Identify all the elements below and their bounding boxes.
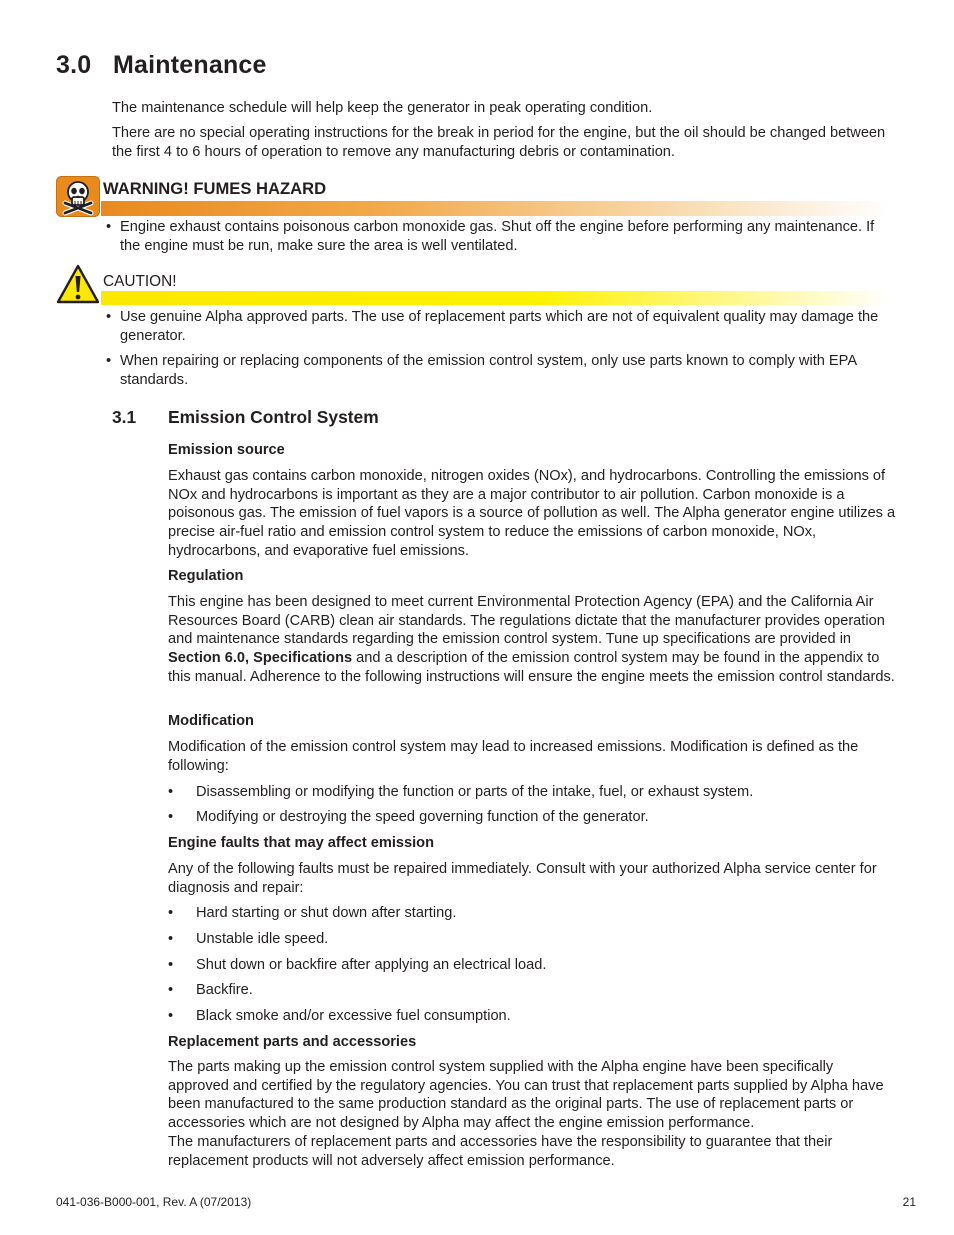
bullet-marker: • (168, 931, 174, 947)
regulation-body-text: This engine has been designed to meet current Environmental Protection Agency (EPA) and the California Air Resources Board (CARB) clean air standards. The regulations dictate that the manufacturer provides operation and maintenance standards regarding the emission control system. Tune up specifications are provided in (168, 594, 885, 648)
emission-source-heading: Emission source (168, 442, 285, 458)
specifications-reference: Section 6.0, Specifications (168, 650, 353, 667)
fault-bullet (168, 904, 898, 923)
replacement-body-2: The manufacturers of replacement parts and accessories have the responsibility to guarantee that their replacement products will not adversely affect emission performance. (168, 1134, 833, 1169)
emission-source-body: Exhaust gas contains carbon monoxide, nitrogen oxides (NOx), and hydrocarbons. Controlling the emissions of NOx and hydrocarbons is important as they are a major contributor to air pollution. Carbon monoxide is a poisonous gas. The emission of fuel vapors is a source of pollution as well. The Alpha generator engine utilizes a precise air-fuel ratio and emission control system to reduce the emissions of carbon monoxide, NOx, hydrocarbons, and evaporative fuel emissions. (168, 468, 896, 559)
caution-heading: CAUTION! (103, 273, 177, 290)
footer-doc-id: 041-036-B000-001, Rev. A (07/2013) (56, 1195, 252, 1209)
caution-bullet-text: Use genuine Alpha approved parts. The use of replacement parts which are not of equivalent quality may damage the generator. (120, 309, 879, 344)
bullet-marker: • (168, 1008, 174, 1024)
regulation-heading: Regulation (168, 568, 244, 584)
caution-bullet (104, 352, 894, 389)
subsection-title: Emission Control System (168, 407, 379, 427)
fault-bullet (168, 981, 898, 1000)
bullet-marker: • (168, 982, 174, 998)
faults-heading: Engine faults that may affect emission (168, 835, 434, 851)
page-number: 21 (902, 1195, 916, 1209)
fault-bullet (168, 930, 898, 949)
replacement-heading: Replacement parts and accessories (168, 1034, 417, 1050)
faults-body: Any of the following faults must be repaired immediately. Consult with your authorized Alpha service center for diagnosis and repair: (168, 861, 877, 896)
caution-bullet (104, 308, 894, 345)
fault-bullet-text: Hard starting or shut down after starting. (196, 905, 457, 921)
modification-bullet-text: Modifying or destroying the speed governing function of the generator. (196, 809, 649, 825)
regulation-body-text: and a description of the emission control system may be found in the appendix to this manual. Adherence to the following instructions will ensure the engine meets the emission control standards. (168, 650, 895, 685)
section-number: 3.0 (56, 51, 92, 79)
caution-bar (101, 291, 891, 305)
bullet-marker: • (106, 353, 112, 369)
bullet-marker: • (168, 957, 174, 973)
exclamation-triangle-icon (56, 264, 100, 304)
warning-bullet-text: Engine exhaust contains poisonous carbon monoxide gas. Shut off the engine before performing any maintenance. If the engine must be run, make sure the area is well ventilated. (120, 219, 875, 254)
warning-bar (101, 201, 891, 216)
modification-bullet (168, 783, 898, 802)
intro-paragraph-1: The maintenance schedule will help keep the generator in peak operating condition. (112, 100, 653, 116)
skull-crossbones-icon (56, 176, 100, 217)
fault-bullet-text: Unstable idle speed. (196, 931, 329, 947)
replacement-body-1: The parts making up the emission control system supplied with the Alpha engine have been specifically approved and certified by the regulatory agencies. You can trust that replacement parts supplied by Alpha have been manufactured to the same production standard as the original parts. The use of replacement parts or accessories which are not designed by Alpha may affect the engine emission performance. (168, 1059, 884, 1132)
warning-heading: WARNING! FUMES HAZARD (103, 179, 327, 198)
fault-bullet-text: Backfire. (196, 982, 253, 998)
modification-bullet-text: Disassembling or modifying the function or parts of the intake, fuel, or exhaust system. (196, 784, 754, 800)
section-title (56, 48, 267, 82)
fault-bullet-text: Shut down or backfire after applying an electrical load. (196, 957, 547, 973)
fault-bullet (168, 956, 898, 975)
section-title-text: Maintenance (113, 51, 267, 79)
modification-bullet (168, 808, 898, 827)
regulation-body (168, 593, 898, 687)
intro-paragraph-2: There are no special operating instructions for the break in period for the engine, but the oil should be changed between the first 4 to 6 hours of operation to remove any manufacturing debris or contamination. (112, 125, 886, 160)
modification-heading: Modification (168, 713, 254, 729)
bullet-marker: • (168, 809, 174, 825)
bullet-marker: • (168, 784, 174, 800)
fault-bullet-text: Black smoke and/or excessive fuel consumption. (196, 1008, 511, 1024)
bullet-marker: • (106, 309, 112, 325)
warning-bullet (104, 218, 894, 255)
caution-bullet-text: When repairing or replacing components of the emission control system, only use parts known to comply with EPA standards. (120, 353, 857, 388)
modification-body: Modification of the emission control system may lead to increased emissions. Modification is defined as the following: (168, 739, 859, 774)
subsection-number: 3.1 (112, 407, 137, 427)
bullet-marker: • (106, 219, 112, 235)
fault-bullet (168, 1007, 898, 1026)
bullet-marker: • (168, 905, 174, 921)
